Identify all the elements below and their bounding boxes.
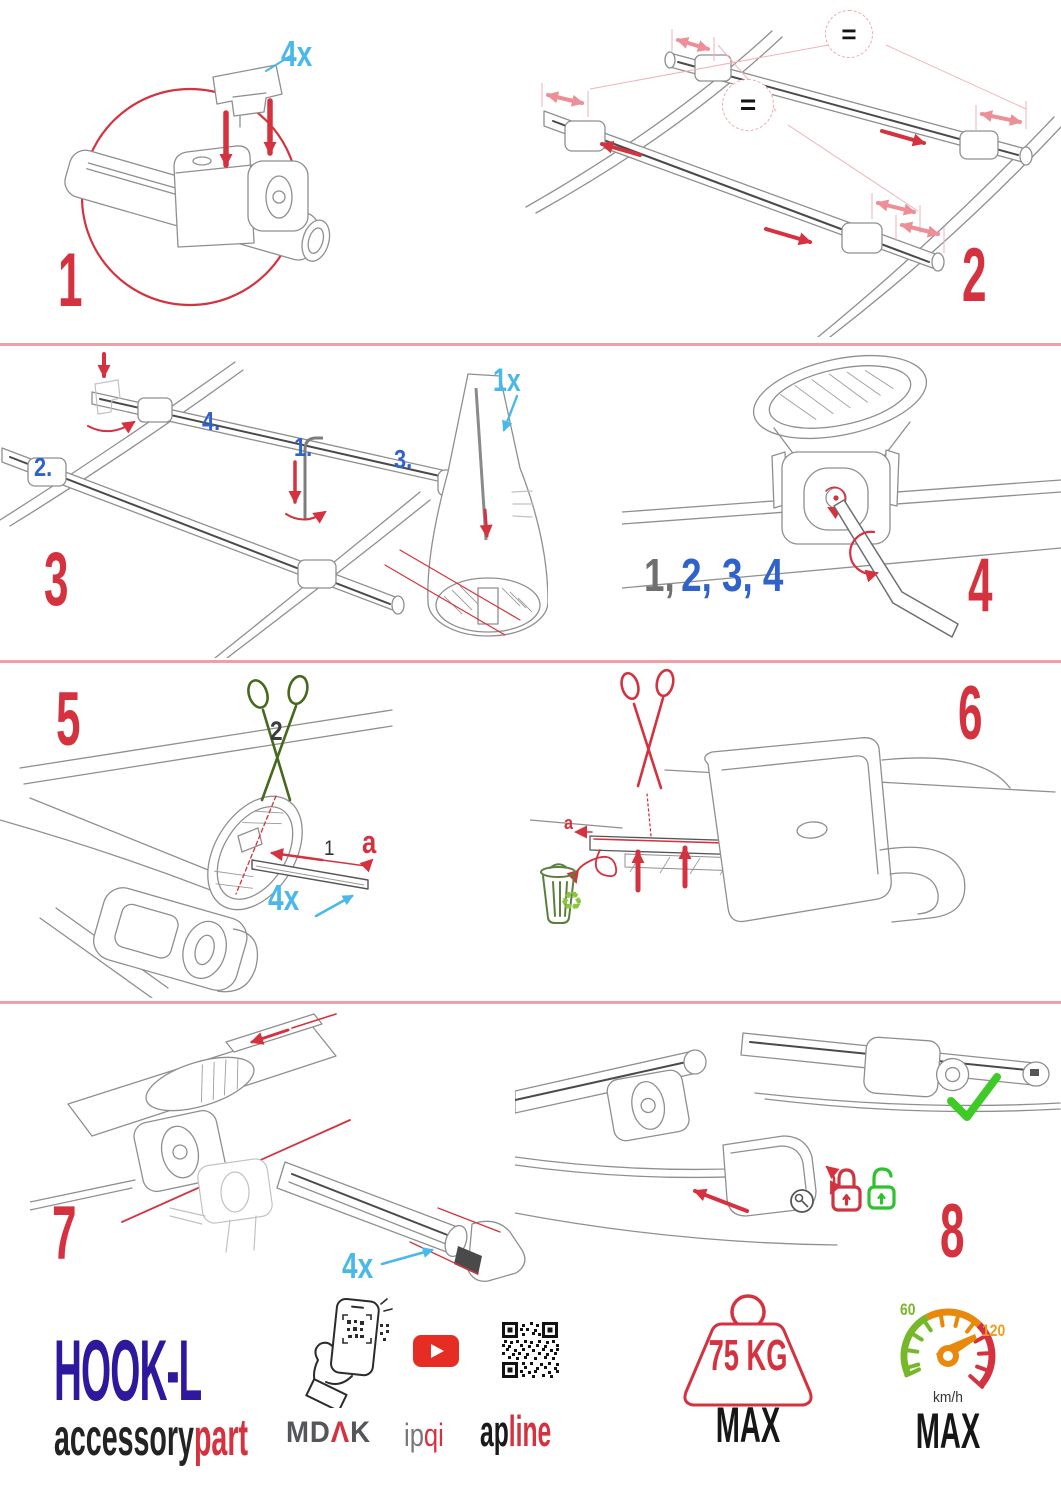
mdak-k: K — [350, 1416, 371, 1449]
step5-qty-label: 4x — [268, 877, 300, 918]
equal-badge-1: = — [825, 10, 873, 58]
step7-illustration — [30, 1012, 555, 1304]
step5-a-mark: a — [362, 824, 377, 860]
speed-unit-label: km/h — [933, 1389, 963, 1406]
step4-number: 4 — [968, 543, 993, 628]
step3-number: 3 — [44, 537, 69, 622]
sequence-blue: 2, 3, 4 — [681, 549, 784, 601]
step5-strip-mark: 1 — [324, 837, 335, 860]
allen-key-drawing — [834, 500, 958, 637]
product-name: HOOK-L — [54, 1323, 202, 1419]
step7-qty-label: 4x — [342, 1245, 374, 1286]
step3-qty-label: 1x — [493, 362, 521, 398]
qty-pointer-line — [316, 896, 352, 916]
step2-number: 2 — [962, 233, 987, 318]
step6-a-mark: a — [564, 813, 574, 833]
section-divider-3 — [0, 1001, 1061, 1004]
step3-mark-3: 3. — [394, 444, 413, 474]
clamp-bracket-drawing — [705, 738, 1010, 922]
mdak-lambda: Λ — [330, 1416, 351, 1449]
weight-value: 75 KG — [708, 1331, 788, 1380]
step1-number: 1 — [58, 238, 83, 323]
step1-qty-label: 4x — [281, 33, 313, 74]
step3-illustration — [0, 352, 548, 658]
rear-crossbar-drawing — [665, 52, 1032, 165]
equal-badge-2: = — [722, 79, 774, 131]
apline-ap: ap — [480, 1407, 509, 1456]
step4-illustration — [622, 352, 1061, 658]
speed-max-label: MAX — [915, 1403, 981, 1459]
front-crossbar-drawing — [544, 111, 944, 271]
scissors-icon — [619, 669, 676, 836]
brand-dark-part: accessory — [54, 1409, 194, 1467]
logo-ipqi — [404, 1419, 444, 1451]
step5-scissors-mark: 2 — [270, 716, 283, 746]
lock-open-icon — [869, 1169, 894, 1208]
step4-sequence — [644, 549, 784, 601]
lock-cover-drawing — [515, 1050, 837, 1245]
apline-line: line — [508, 1407, 552, 1456]
scan-qr-phone-icon — [296, 1296, 396, 1408]
recycle-icon: ♻ — [560, 886, 584, 916]
speed-low-label: 60 — [900, 1300, 916, 1319]
bar-cross-section-drawing — [428, 374, 548, 636]
clamp-body-drawing — [772, 450, 899, 544]
section-divider-2 — [0, 660, 1061, 663]
section-divider-1 — [0, 343, 1061, 346]
lock-closed-icon — [833, 1170, 860, 1210]
speed-high-label: 120 — [982, 1321, 1006, 1340]
step3-mark-2: 2. — [34, 452, 53, 482]
mdak-md: MD — [286, 1416, 331, 1449]
logo-mdak — [286, 1418, 371, 1448]
step5-number: 5 — [56, 677, 81, 762]
step7-number: 7 — [52, 1191, 77, 1276]
sequence-gray: 1, — [644, 549, 675, 601]
brand-red-part: part — [193, 1409, 248, 1467]
qr-code — [500, 1320, 560, 1380]
ipqi-ip: ip — [404, 1417, 424, 1453]
step8-number: 8 — [940, 1189, 965, 1274]
scrap-curl — [575, 850, 616, 882]
step3-mark-1: 1. — [294, 432, 313, 462]
rail-pad-drawing — [746, 352, 934, 460]
assembled-bar-drawing — [741, 1033, 1060, 1111]
step8-illustration — [515, 1005, 1061, 1305]
rack-frame-drawing — [0, 362, 505, 658]
brand-logo — [54, 1409, 248, 1467]
weight-max-label: MAX — [715, 1397, 781, 1453]
youtube-icon — [412, 1334, 460, 1368]
ipqi-qi: qi — [423, 1417, 444, 1453]
crossbar-drawing — [61, 146, 335, 267]
logo-apline — [480, 1407, 552, 1456]
step3-mark-4: 4. — [202, 406, 221, 436]
step6-number: 6 — [958, 671, 983, 756]
